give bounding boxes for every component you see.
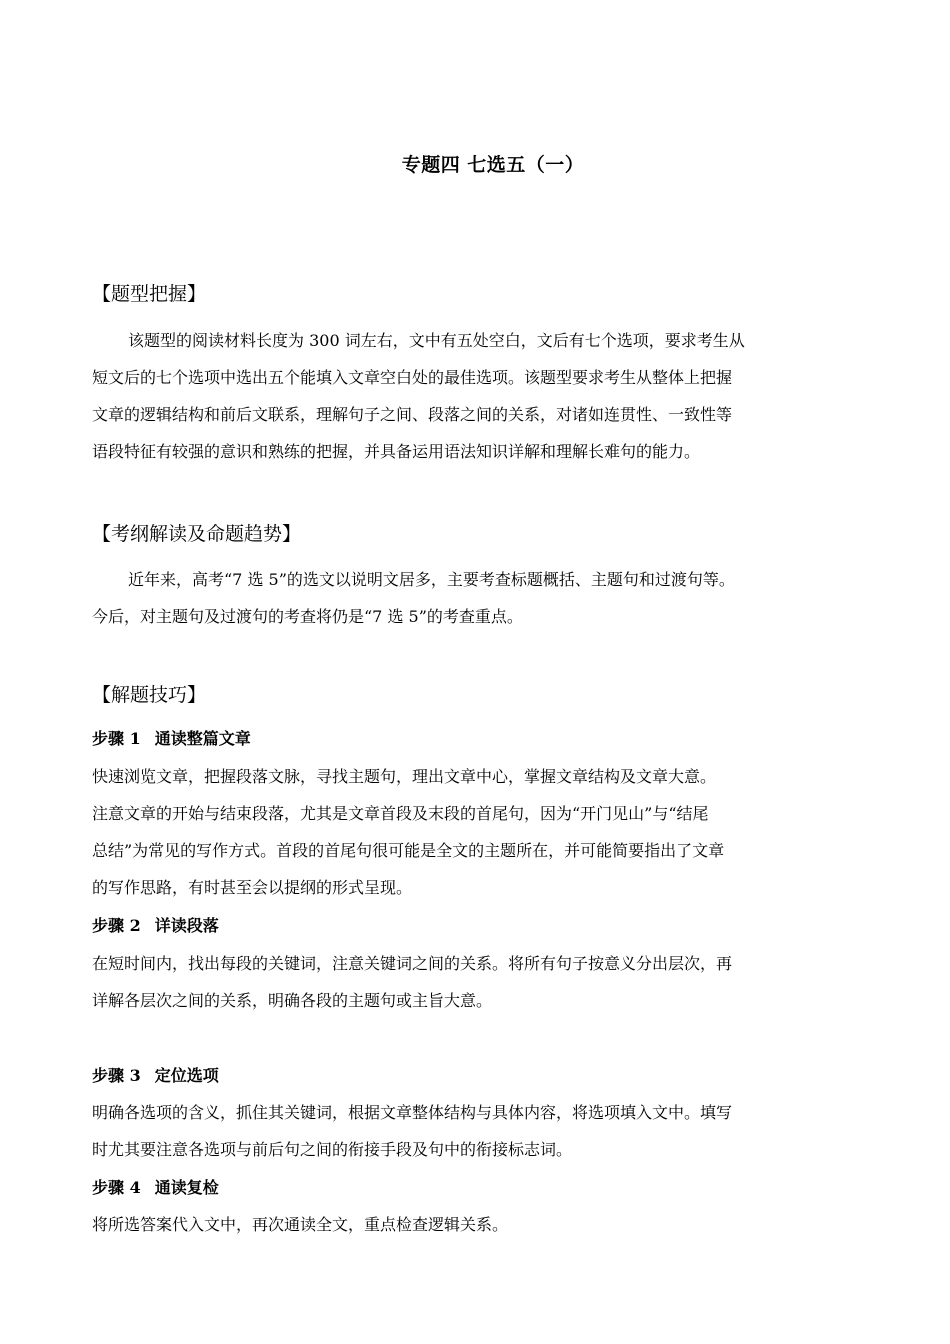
section-heading-tips: 【解题技巧】 — [92, 684, 207, 706]
text-line: 详解各层次之间的关系，明确各段的主题句或主旨大意。 — [92, 991, 493, 1010]
text-line: 的写作思路，有时甚至会以提纲的形式呈现。 — [92, 878, 413, 897]
step-name: 通读复检 — [154, 1178, 219, 1197]
step-2-body — [92, 945, 872, 1019]
step-name: 详读段落 — [154, 916, 219, 935]
text-line: 总结”为常见的写作方式。首段的首尾句很可能是全文的主题所在，并可能简要指出了文章 — [92, 841, 725, 860]
paragraph-outline-trend — [92, 561, 872, 635]
step-4-heading — [92, 1174, 219, 1202]
step-1-body — [92, 758, 872, 906]
step-3-heading — [92, 1062, 219, 1090]
text-line: 文章的逻辑结构和前后文联系，理解句子之间、段落之间的关系，对诸如连贯性、一致性等 — [92, 405, 733, 424]
step-label: 步骤 3 — [92, 1066, 141, 1085]
text-line: 注意文章的开始与结束段落，尤其是文章首段及末段的首尾句，因为“开门见山”与“结尾 — [92, 804, 709, 823]
text-line: 今后，对主题句及过渡句的考查将仍是“7 选 5”的考查重点。 — [92, 607, 523, 626]
section-heading-type-grasp: 【题型把握】 — [92, 283, 207, 305]
text-line: 时尤其要注意各选项与前后句之间的衔接手段及句中的衔接标志词。 — [92, 1140, 573, 1159]
step-name: 定位选项 — [154, 1066, 219, 1085]
step-1-heading — [92, 725, 251, 753]
text-line: 明确各选项的含义，抓住其关键词，根据文章整体结构与具体内容，将选项填入文中。填写 — [92, 1103, 733, 1122]
step-label: 步骤 1 — [92, 729, 141, 748]
step-label: 步骤 4 — [92, 1178, 141, 1197]
step-2-heading — [92, 912, 219, 940]
step-3-body — [92, 1094, 872, 1168]
step-4-body — [92, 1206, 872, 1243]
text-line: 将所选答案代入文中，再次通读全文，重点检查逻辑关系。 — [92, 1215, 509, 1234]
step-label: 步骤 2 — [92, 916, 141, 935]
section-heading-outline-trend: 【考纲解读及命题趋势】 — [92, 523, 302, 545]
text-line: 短文后的七个选项中选出五个能填入文章空白处的最佳选项。该题型要求考生从整体上把握 — [92, 368, 733, 387]
page-title: 专题四 七选五（一） — [401, 154, 585, 176]
text-line: 近年来，高考“7 选 5”的选文以说明文居多，主要考查标题概括、主题句和过渡句等。 — [128, 570, 735, 589]
text-line: 语段特征有较强的意识和熟练的把握，并具备运用语法知识详解和理解长难句的能力。 — [92, 442, 701, 461]
text-line: 在短时间内，找出每段的关键词，注意关键词之间的关系。将所有句子按意义分出层次，再 — [92, 954, 733, 973]
text-line: 快速浏览文章，把握段落文脉，寻找主题句，理出文章中心，掌握文章结构及文章大意。 — [92, 767, 717, 786]
paragraph-type-grasp — [92, 322, 872, 470]
text-line: 该题型的阅读材料长度为 300 词左右，文中有五处空白，文后有七个选项，要求考生从 — [128, 331, 745, 350]
step-name: 通读整篇文章 — [154, 729, 251, 748]
